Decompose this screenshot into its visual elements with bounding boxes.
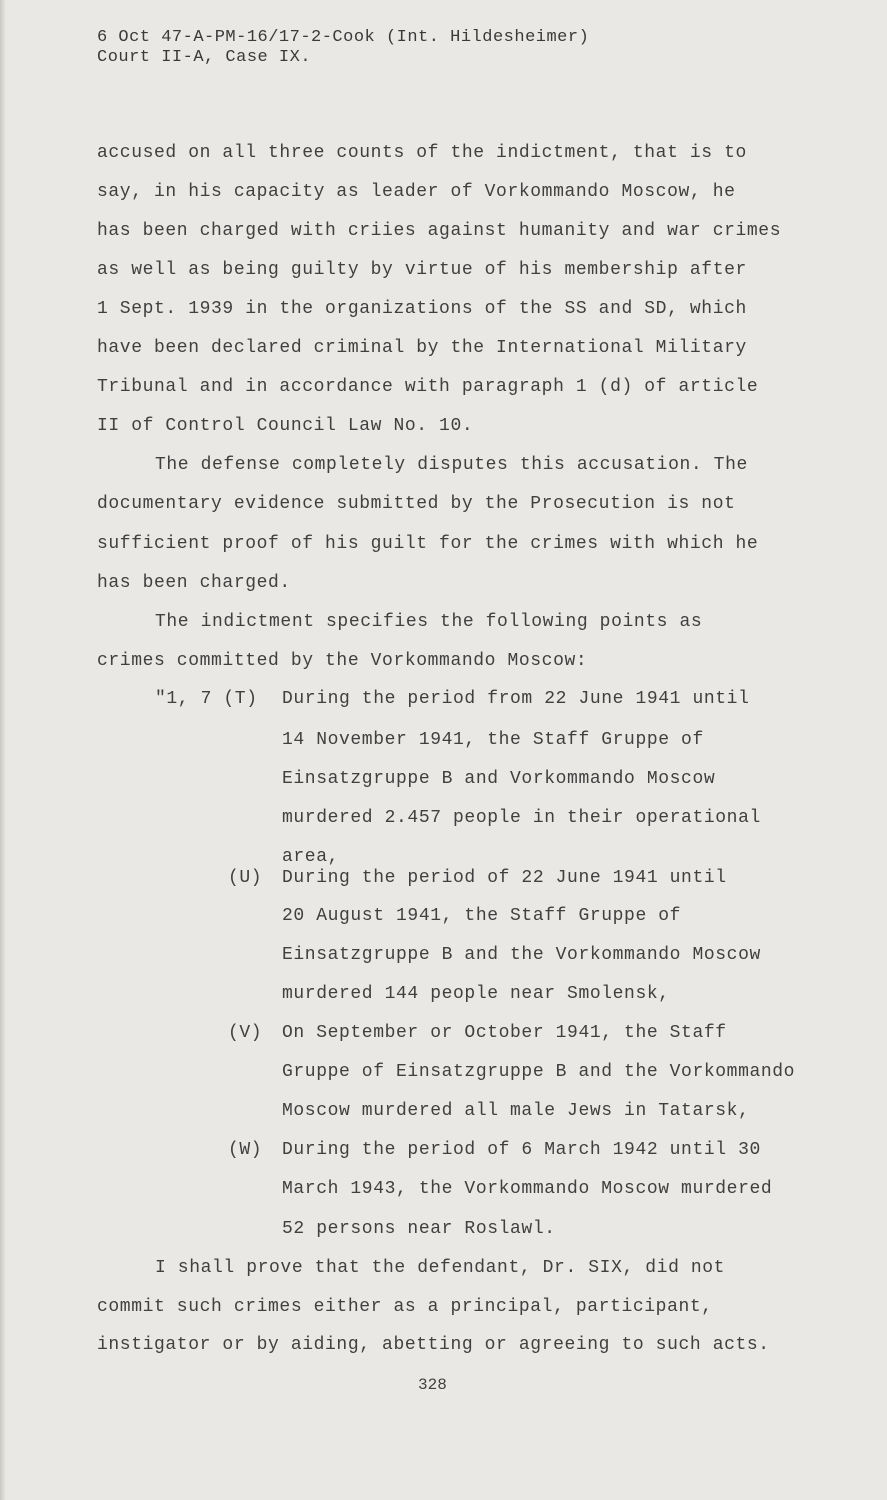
header-court: Court II-A, Case IX. (97, 48, 312, 67)
text-line: documentary evidence submitted by the Prosecution is not (97, 494, 736, 514)
text-line: has been charged. (97, 573, 291, 593)
text-line: accused on all three counts of the indictment, that is to (97, 143, 747, 163)
item-label: (V) (228, 1023, 263, 1043)
text-line: During the period from 22 June 1941 until (282, 689, 750, 709)
text-line: have been declared criminal by the International Military (97, 338, 747, 358)
text-line: On September or October 1941, the Staff (282, 1023, 727, 1043)
text-line: murdered 2.457 people in their operational (282, 808, 761, 828)
text-line: Tribunal and in accordance with paragraph 1 (d) of article (97, 377, 759, 397)
text-line: has been charged with criies against humanity and war crimes (97, 221, 782, 241)
text-line: Einsatzgruppe B and the Vorkommando Moscow (282, 945, 761, 965)
text-line: sufficient proof of his guilt for the crimes with which he (97, 534, 759, 554)
text-line: 20 August 1941, the Staff Gruppe of (282, 906, 682, 926)
header-reference: 6 Oct 47-A-PM-16/17-2-Cook (Int. Hildesheimer) (97, 28, 590, 47)
text-line: crimes committed by the Vorkommando Moscow: (97, 651, 588, 671)
text-line: as well as being guilty by virtue of his membership after (97, 260, 747, 280)
text-line: During the period of 22 June 1941 until (282, 868, 727, 888)
text-line: say, in his capacity as leader of Vorkommando Moscow, he (97, 182, 736, 202)
text-line: The indictment specifies the following points as (155, 612, 703, 632)
text-line: Moscow murdered all male Jews in Tatarsk, (282, 1101, 750, 1121)
item-label: (U) (228, 868, 263, 888)
text-line: 14 November 1941, the Staff Gruppe of (282, 730, 704, 750)
text-line: murdered 144 people near Smolensk, (282, 984, 670, 1004)
page-number: 328 (418, 1376, 447, 1394)
text-line: instigator or by aiding, abetting or agreeing to such acts. (97, 1335, 770, 1355)
item-label: "1, 7 (T) (155, 689, 258, 709)
text-line: 1 Sept. 1939 in the organizations of the SS and SD, which (97, 299, 747, 319)
text-line: The defense completely disputes this accusation. The (155, 455, 748, 475)
text-line: 52 persons near Roslawl. (282, 1219, 556, 1239)
text-line: During the period of 6 March 1942 until 30 (282, 1140, 761, 1160)
text-line: I shall prove that the defendant, Dr. SIX, did not (155, 1258, 726, 1278)
text-line: area, (282, 847, 340, 867)
text-line: commit such crimes either as a principal, participant, (97, 1297, 713, 1317)
text-line: March 1943, the Vorkommando Moscow murdered (282, 1179, 773, 1199)
text-line: II of Control Council Law No. 10. (97, 416, 474, 436)
document-header (97, 28, 589, 68)
item-label: (W) (228, 1140, 263, 1160)
text-line: Einsatzgruppe B and Vorkommando Moscow (282, 769, 716, 789)
text-line: Gruppe of Einsatzgruppe B and the Vorkommando (282, 1062, 796, 1082)
